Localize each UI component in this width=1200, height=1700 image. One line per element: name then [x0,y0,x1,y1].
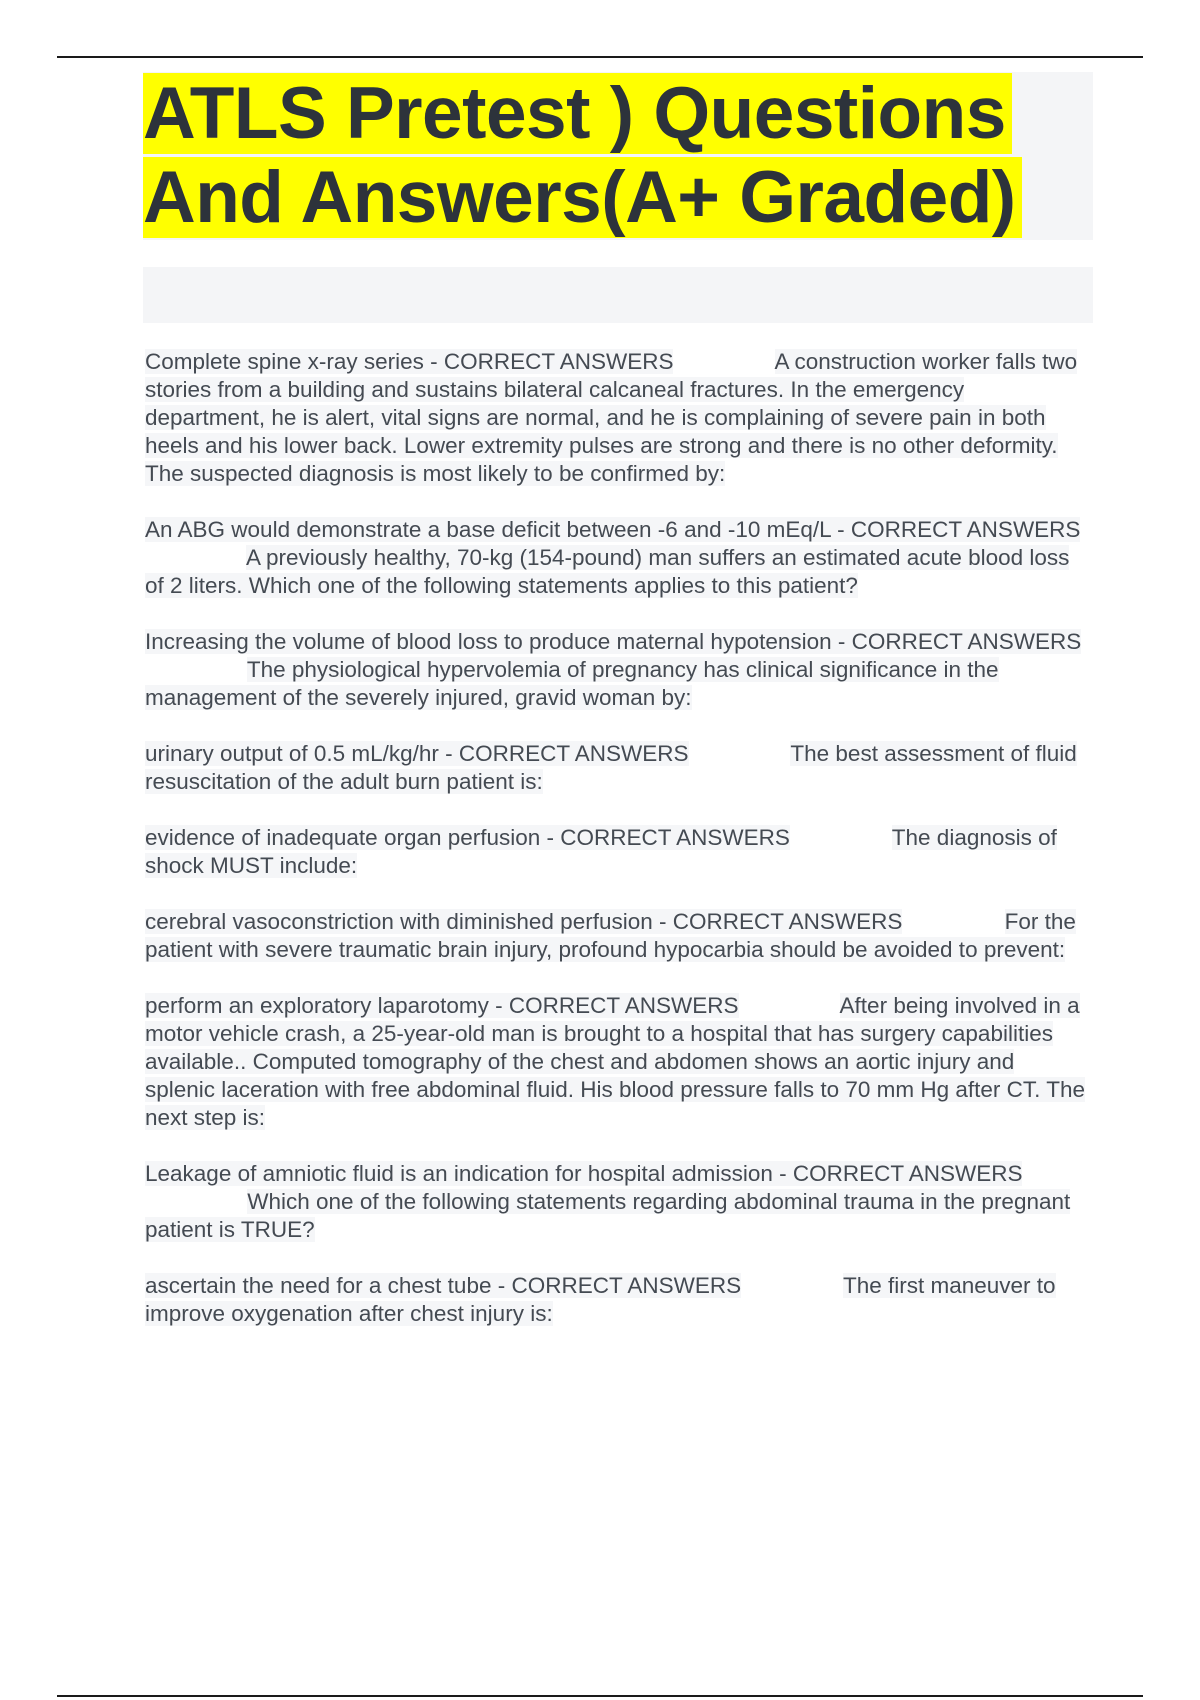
bottom-rule [57,1695,1143,1697]
qa-list [145,348,1090,1356]
qa-item [145,908,1090,964]
correct-answers-marker: CORRECT ANSWERS [851,629,1082,654]
qa-item [145,1160,1090,1244]
correct-answers-marker: CORRECT ANSWERS [511,1273,742,1298]
qa-item [145,1272,1090,1328]
qa-item [145,628,1090,712]
answer-text: cerebral vasoconstriction with diminished perfusion - [145,909,673,934]
correct-answers-marker: CORRECT ANSWERS [443,349,674,374]
question-text: The best assessment of fluid resuscitation of the adult burn patient is: [145,741,1077,794]
qa-item [145,516,1090,600]
question-text: After being involved in a motor vehicle crash, a 25-year-old man is brought to a hospital that has surgery capabilities available.. Computed tomography of the chest and abdomen shows an aortic injury and splenic laceration with free abdominal fluid. His blood pressure falls to 70 mm Hg after CT. The next step is: [145,993,1086,1130]
qa-item [145,824,1090,880]
qa-item [145,992,1090,1132]
question-text: The diagnosis of shock MUST include: [145,825,1057,878]
correct-answers-marker: CORRECT ANSWERS [672,909,903,934]
title-block [143,72,1093,240]
question-text: Which one of the following statements regarding abdominal trauma in the pregnant patient is TRUE? [145,1189,1071,1242]
question-text: The physiological hypervolemia of pregnancy has clinical significance in the management of the severely injured, gravid woman by: [145,657,999,710]
answer-text: Complete spine x-ray series - [145,349,444,374]
answer-text: urinary output of 0.5 mL/kg/hr - [145,741,459,766]
question-text: For the patient with severe traumatic brain injury, profound hypocarbia should be avoided to prevent: [145,909,1076,962]
answer-text: perform an exploratory laparotomy - [145,993,509,1018]
answer-text: Increasing the volume of blood loss to produce maternal hypotension - [145,629,852,654]
correct-answers-marker: CORRECT ANSWERS [508,993,739,1018]
correct-answers-marker: CORRECT ANSWERS [792,1161,1023,1186]
answer-text: evidence of inadequate organ perfusion - [145,825,561,850]
correct-answers-marker: CORRECT ANSWERS [458,741,689,766]
answer-text: Leakage of amniotic fluid is an indication for hospital admission - [145,1161,793,1186]
correct-answers-marker: CORRECT ANSWERS [850,517,1081,542]
answer-text: ascertain the need for a chest tube - [145,1273,512,1298]
answer-text: An ABG would demonstrate a base deficit between -6 and -10 mEq/L - [145,517,851,542]
title-spacer [143,267,1093,323]
document-title: ATLS Pretest ) Questions And Answers(A+ Graded) [143,72,1093,240]
question-text: A previously healthy, 70-kg (154-pound) man suffers an estimated acute blood loss of 2 liters. Which one of the following statements applies to this patient? [145,545,1070,598]
correct-answers-marker: CORRECT ANSWERS [560,825,790,850]
qa-item [145,740,1090,796]
qa-item [145,348,1090,488]
question-text: A construction worker falls two stories from a building and sustains bilateral calcaneal fractures. In the emergency department, he is alert, vital signs are normal, and he is complaining of severe pain in both heels and his lower back. Lower extremity pulses are strong and there is no other deformity. The suspected diagnosis is most likely to be confirmed by: [145,349,1078,486]
question-text: The first maneuver to improve oxygenation after chest injury is: [145,1273,1056,1326]
top-rule [57,56,1143,58]
